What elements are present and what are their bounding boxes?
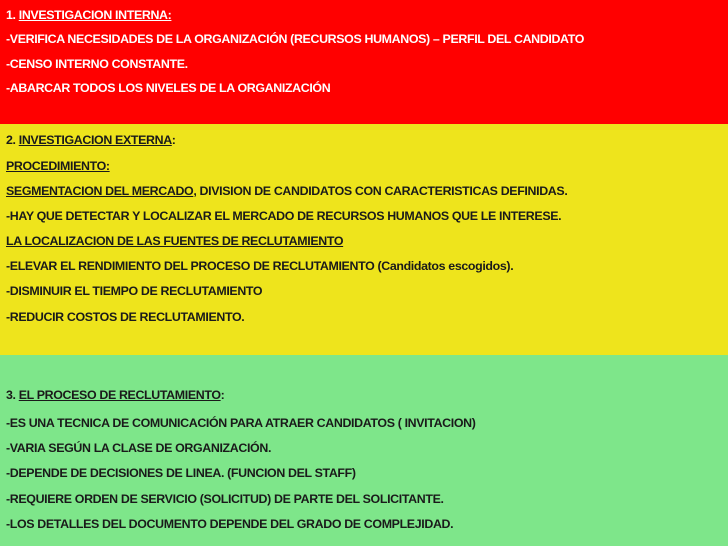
section2-line-2: -DISMINUIR EL TIEMPO DE RECLUTAMIENTO xyxy=(6,284,263,298)
section-investigacion-interna xyxy=(0,0,728,124)
section3-line-5: -LOS DETALLES DEL DOCUMENTO DEPENDE DEL GRADO DE COMPLEJIDAD. xyxy=(6,517,454,531)
section1-title: INVESTIGACION INTERNA: xyxy=(18,8,172,22)
section3-line-1: -ES UNA TECNICA DE COMUNICACIÓN PARA ATRAER CANDIDATOS ( INVITACION) xyxy=(6,416,476,430)
section1-line-2: -CENSO INTERNO CONSTANTE. xyxy=(6,57,188,71)
section3-heading: 3. EL PROCESO DE RECLUTAMIENTO: xyxy=(6,388,225,402)
section2-segmentacion: SEGMENTACION DEL MERCADO, DIVISION DE CANDIDATOS CON CARACTERISTICAS DEFINIDAS. xyxy=(6,184,568,198)
section3-title: EL PROCESO DE RECLUTAMIENTO xyxy=(18,388,221,402)
section2-procedimiento: PROCEDIMIENTO: xyxy=(6,159,110,173)
section3-line-4: -REQUIERE ORDEN DE SERVICIO (SOLICITUD) DE PARTE DEL SOLICITANTE. xyxy=(6,492,444,506)
section2-line-1: -ELEVAR EL RENDIMIENTO DEL PROCESO DE RECLUTAMIENTO (Candidatos escogidos). xyxy=(6,259,514,273)
section2-line-detectar: -HAY QUE DETECTAR Y LOCALIZAR EL MERCADO DE RECURSOS HUMANOS QUE LE INTERESE. xyxy=(6,209,562,223)
section1-line-1: -VERIFICA NECESIDADES DE LA ORGANIZACIÓN (RECURSOS HUMANOS) – PERFIL DEL CANDIDATO xyxy=(6,32,585,46)
section3-line-3: -DEPENDE DE DECISIONES DE LINEA. (FUNCION DEL STAFF) xyxy=(6,466,356,480)
section2-line-3: -REDUCIR COSTOS DE RECLUTAMIENTO. xyxy=(6,310,245,324)
section2-heading: 2. INVESTIGACION EXTERNA: xyxy=(6,133,176,147)
section-investigacion-externa xyxy=(0,124,728,355)
section-proceso-reclutamiento xyxy=(0,355,728,546)
section2-localizacion: LA LOCALIZACION DE LAS FUENTES DE RECLUTAMIENTO xyxy=(6,234,344,248)
section2-title: INVESTIGACION EXTERNA xyxy=(18,133,172,147)
section1-line-3: -ABARCAR TODOS LOS NIVELES DE LA ORGANIZACIÓN xyxy=(6,81,331,95)
section1-heading: 1. INVESTIGACION INTERNA: xyxy=(6,8,172,22)
section3-line-2: -VARIA SEGÚN LA CLASE DE ORGANIZACIÓN. xyxy=(6,441,272,455)
